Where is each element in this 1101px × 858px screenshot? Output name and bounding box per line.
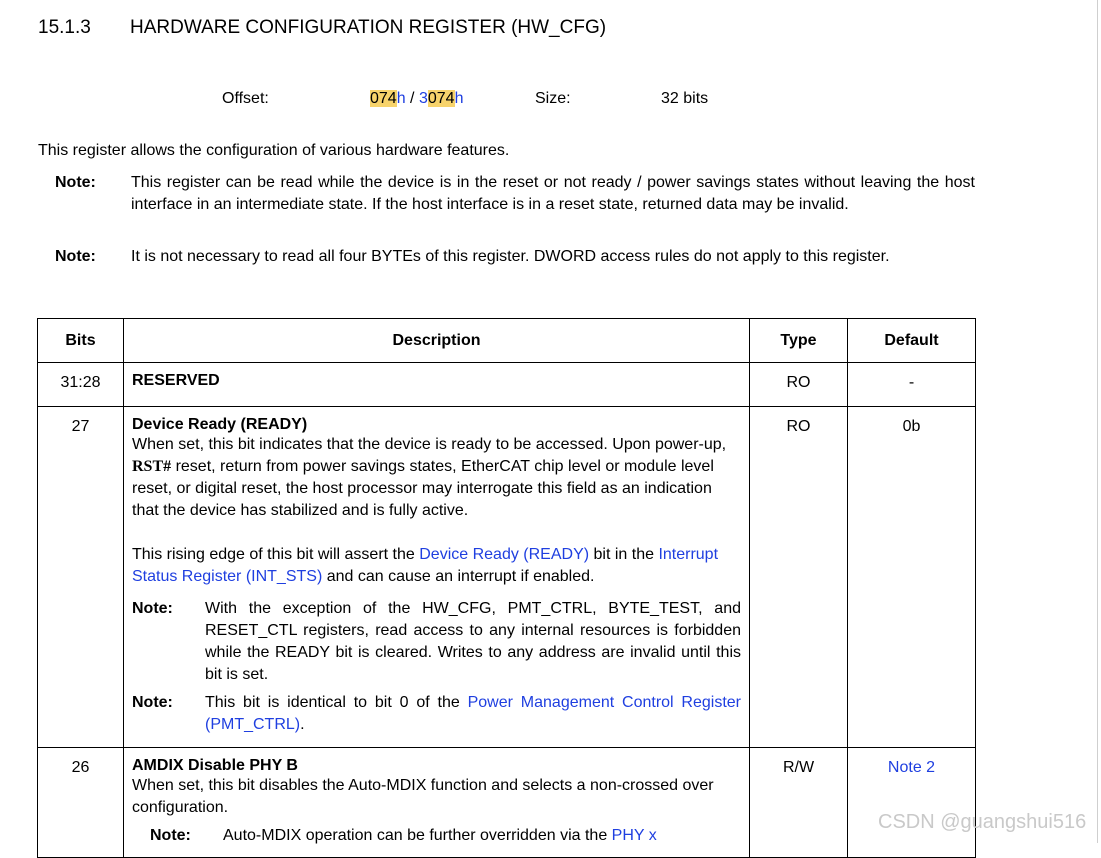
row-type: RO	[750, 363, 848, 407]
size-label: Size:	[535, 90, 571, 107]
para-text: reset, return from power savings states, EtherCAT chip level or module level reset, or digital reset, the host processor may interrogate this field as an indication that the device has stabilized and is fully active.	[132, 458, 714, 519]
offset-label: Offset:	[222, 90, 269, 107]
table-row-reserved	[38, 363, 976, 407]
note-2	[55, 246, 975, 268]
offset-value-2-highlight: 074	[427, 90, 455, 107]
inner-note-1	[150, 825, 741, 847]
row-bits: 31:28	[38, 363, 124, 407]
section-heading	[38, 17, 606, 39]
inner-note-1	[132, 598, 741, 686]
inner-note-text: With the exception of the HW_CFG, PMT_CTRL, BYTE_TEST, and RESET_CTL registers, read access to any internal resources is forbidden while the READY bit is cleared. Writes to any address are invalid until this bit is set.	[205, 600, 741, 683]
row-bits: 27	[38, 407, 124, 748]
header-bits: Bits	[38, 319, 124, 363]
note-1-text: This register can be read while the device is in the reset or not ready / power savings states without leaving the host interface in an intermediate state. If the host interface is in a reset state, returned data may be invalid.	[131, 174, 975, 213]
inner-note-text	[205, 692, 741, 736]
table-header-row	[38, 319, 976, 363]
header-type: Type	[750, 319, 848, 363]
offset-value-1-highlight: 074	[370, 90, 397, 107]
para-text: and can cause an interrupt if enabled.	[322, 568, 595, 585]
header-description: Description	[124, 319, 750, 363]
inner-note-label: Note:	[132, 600, 173, 617]
table-row-amdix	[38, 748, 976, 858]
inner-note-2	[132, 692, 741, 736]
note-text: .	[300, 716, 305, 733]
note-text: Auto-MDIX operation can be further overridden via the	[223, 827, 612, 844]
link-device-ready[interactable]: Device Ready (READY)	[419, 546, 590, 563]
row-bits: 26	[38, 748, 124, 858]
note-2-label: Note:	[55, 248, 96, 265]
row-type: R/W	[750, 748, 848, 858]
row-paragraph-1	[132, 434, 741, 522]
row-default: -	[848, 363, 976, 407]
offset-separator: /	[405, 90, 419, 107]
row-type: RO	[750, 407, 848, 748]
link-pmt-ctrl[interactable]: Power Management Control Register (PMT_CTRL)	[205, 694, 742, 733]
row-default[interactable]: Note 2	[887, 759, 936, 776]
header-default: Default	[848, 319, 976, 363]
row-description	[124, 748, 750, 858]
link-interrupt-status-register[interactable]: Interrupt Status Register (INT_STS)	[132, 546, 719, 585]
note-2-text: It is not necessary to read all four BYTEs of this register. DWORD access rules do not apply to this register.	[131, 248, 890, 265]
offset-value-1-suffix: h	[396, 90, 406, 107]
intro-text: This register allows the configuration of various hardware features.	[38, 142, 510, 159]
note-text: This bit is identical to bit 0 of the	[205, 694, 468, 711]
offset-value	[370, 90, 463, 108]
note-1	[55, 172, 975, 216]
row-paragraph-2	[132, 544, 741, 588]
table-row-device-ready	[38, 407, 976, 748]
para-text: When set, this bit indicates that the device is ready to be accessed. Upon power-up,	[132, 436, 727, 453]
row-title: Device Ready (READY)	[132, 416, 308, 433]
note-1-label: Note:	[55, 174, 96, 191]
rst-pin-name: RST#	[132, 458, 172, 475]
inner-note-text	[223, 825, 741, 847]
link-note-2[interactable]	[848, 748, 976, 858]
inner-note-label: Note:	[132, 694, 173, 711]
row-paragraph-1: When set, this bit disables the Auto-MDIX function and selects a non-crossed over configuration.	[132, 777, 714, 816]
row-title: AMDIX Disable PHY B	[132, 757, 298, 774]
para-text: bit in the	[589, 546, 659, 563]
inner-note-label: Note:	[150, 827, 191, 844]
section-number: 15.1.3	[38, 17, 91, 38]
offset-value-2-suffix: h	[454, 90, 464, 107]
link-phy-x[interactable]: PHY x	[611, 827, 657, 844]
row-title: RESERVED	[132, 372, 220, 389]
section-title: HARDWARE CONFIGURATION REGISTER (HW_CFG)	[130, 17, 607, 38]
size-value: 32 bits	[661, 90, 709, 107]
para-text: This rising edge of this bit will assert the	[132, 546, 420, 563]
page-edge-line	[1097, 0, 1098, 843]
row-description	[124, 363, 750, 407]
offset-value-2-prefix: 3	[418, 90, 428, 107]
watermark: CSDN @guangshui516	[878, 811, 1087, 833]
register-table	[37, 318, 976, 858]
row-default: 0b	[848, 407, 976, 748]
row-description	[124, 407, 750, 748]
